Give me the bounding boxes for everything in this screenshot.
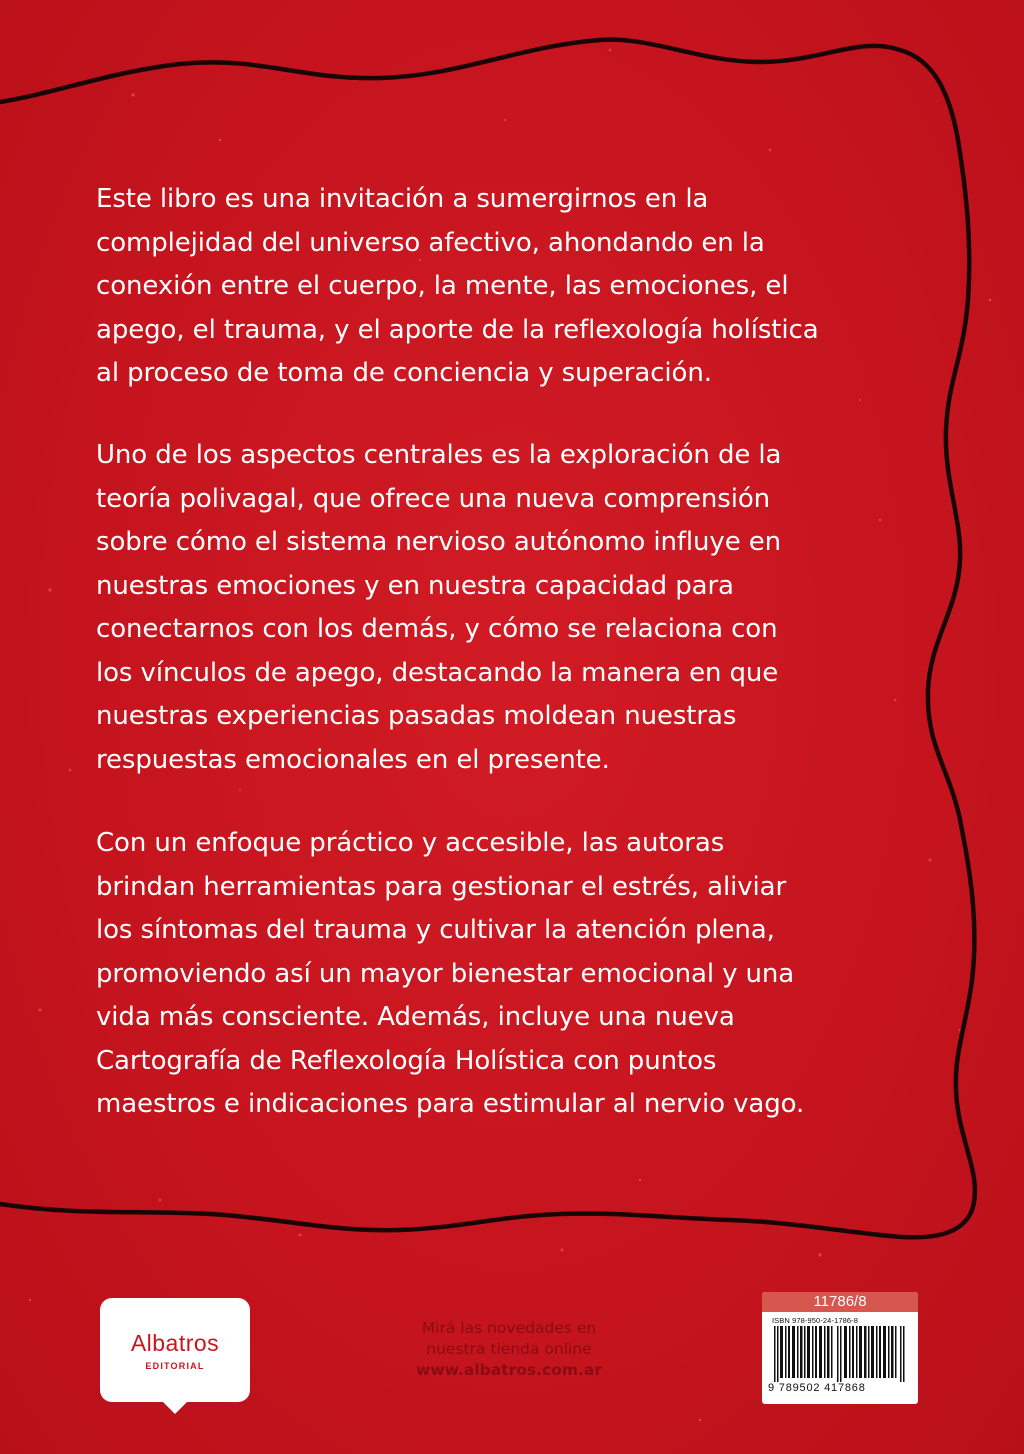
barcode-number: 9 789502 417868 bbox=[768, 1382, 866, 1394]
publisher-logo bbox=[100, 1298, 250, 1402]
publisher-subtitle: EDITORIAL bbox=[145, 1361, 205, 1371]
paragraph-intro bbox=[96, 178, 886, 396]
product-code: 11786/8 bbox=[762, 1292, 918, 1312]
promo-line-2: nuestra tienda online bbox=[426, 1340, 592, 1358]
promo-line-1: Mirá las novedades en bbox=[421, 1319, 597, 1337]
barcode-bars bbox=[774, 1326, 908, 1382]
paragraph-polyvagal bbox=[96, 434, 886, 782]
isbn-barcode bbox=[762, 1292, 918, 1404]
online-store-promo bbox=[388, 1318, 630, 1381]
paragraph-polyvagal-text: Uno de los aspectos centrales es la exploración de la teoría polivagal, que ofrece una nueva comprensión sobre cómo el sistema nervioso autónomo influye en nuestras emociones y en nuestra capacidad para conectarnos con los demás, y cómo se relaciona con los vínculos de apego, destacando la manera en que nuestras experiencias pasadas moldean nuestras respuestas emocionales en el presente. bbox=[96, 440, 782, 775]
isbn-label: ISBN 978-950-24-1786-8 bbox=[772, 1316, 859, 1325]
paragraph-intro-text: Este libro es una invitación a sumergirnos en la complejidad del universo afectivo, ahondando en la conexión entre el cuerpo, la mente, las emociones, el apego, el trauma, y el aporte de la reflexología holística al proceso de toma de conciencia y superación. bbox=[96, 184, 819, 388]
paragraph-practical bbox=[96, 822, 886, 1127]
paragraph-practical-text: Con un enfoque práctico y accesible, las autoras brindan herramientas para gestionar el estrés, aliviar los síntomas del trauma y cultivar la atención plena, promoviendo así un mayor bienestar emocional y una vida más consciente. Además, incluye una nueva Cartografía de Reflexología Holística con puntos maestros e indicaciones para estimular al nervio vago. bbox=[96, 828, 805, 1119]
publisher-name: Albatros bbox=[130, 1330, 220, 1356]
promo-url: www.albatros.com.ar bbox=[416, 1361, 602, 1379]
